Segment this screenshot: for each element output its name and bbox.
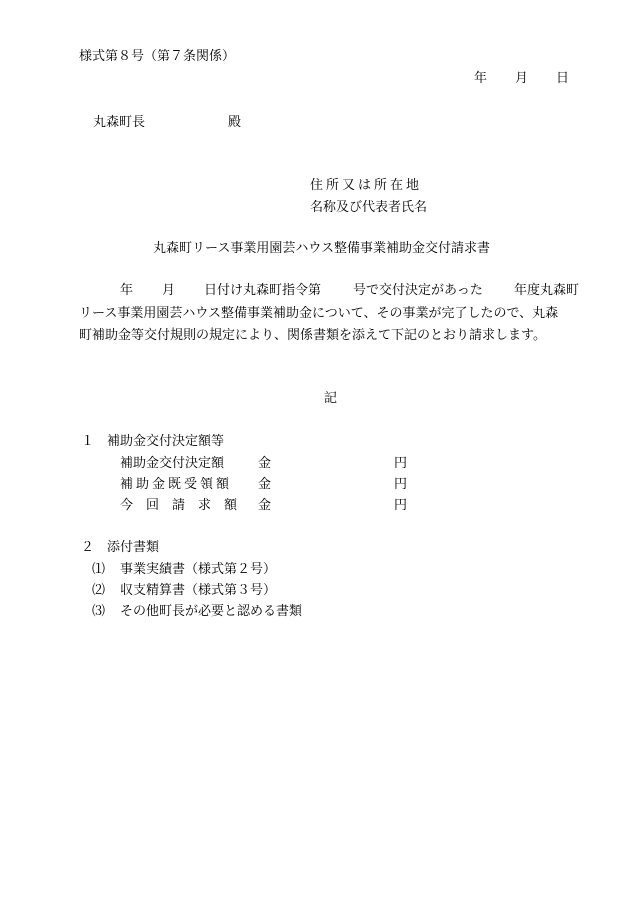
- body-line2: リース事業用園芸ハウス整備事業補助金について、その事業が完了したので、丸森: [79, 306, 559, 321]
- section1-number: １: [81, 434, 95, 449]
- body-line1-text3: 年度丸森町: [514, 283, 580, 298]
- attach1-num: ⑴: [92, 562, 106, 577]
- ki-heading: 記: [324, 391, 338, 406]
- attach3-num: ⑶: [92, 604, 106, 619]
- attach1-text: 事業実績書（様式第２号）: [120, 562, 277, 577]
- addressee-honorific: 殿: [228, 115, 242, 130]
- addressee-name: 丸森町長: [93, 115, 146, 130]
- body-line3: 町補助金等交付規則の規定により、関係書類を添えて下記のとおり請求します。: [79, 328, 546, 343]
- form-number: 様式第８号（第７条関係）: [79, 49, 236, 64]
- attach3-text: その他町長が必要と認める書類: [120, 604, 303, 619]
- section2-title: 添付書類: [107, 540, 160, 555]
- document-title: 丸森町リース事業用園芸ハウス整備事業補助金交付請求書: [153, 241, 490, 256]
- row3-kin: 金: [258, 498, 272, 513]
- row1-yen: 円: [394, 456, 408, 471]
- section2-number: ２: [81, 540, 95, 555]
- body-line1-year: 年: [120, 283, 134, 298]
- row1-kin: 金: [258, 456, 272, 471]
- row2-kin: 金: [258, 477, 272, 492]
- attach2-text: 収支精算書（様式第３号）: [120, 583, 277, 598]
- body-line1-month: 月: [162, 283, 176, 298]
- attach2-num: ⑵: [92, 583, 106, 598]
- section1-title: 補助金交付決定額等: [107, 434, 225, 449]
- applicant-name-label: 名称及び代表者氏名: [310, 200, 428, 215]
- date-day: 日: [556, 71, 570, 86]
- date-year: 年: [474, 71, 488, 86]
- date-month: 月: [515, 71, 529, 86]
- row3-yen: 円: [394, 498, 408, 513]
- body-line1-text2: 号で交付決定があった: [353, 283, 483, 298]
- applicant-address-label: 住所又は所在地: [310, 178, 423, 193]
- row3-label: 今回請求額: [120, 498, 251, 513]
- body-line1-text1: 日付け丸森町指令第: [204, 283, 322, 298]
- row2-label: 補助金既受領額: [120, 477, 233, 492]
- row2-yen: 円: [394, 477, 408, 492]
- row1-label: 補助金交付決定額: [120, 456, 225, 471]
